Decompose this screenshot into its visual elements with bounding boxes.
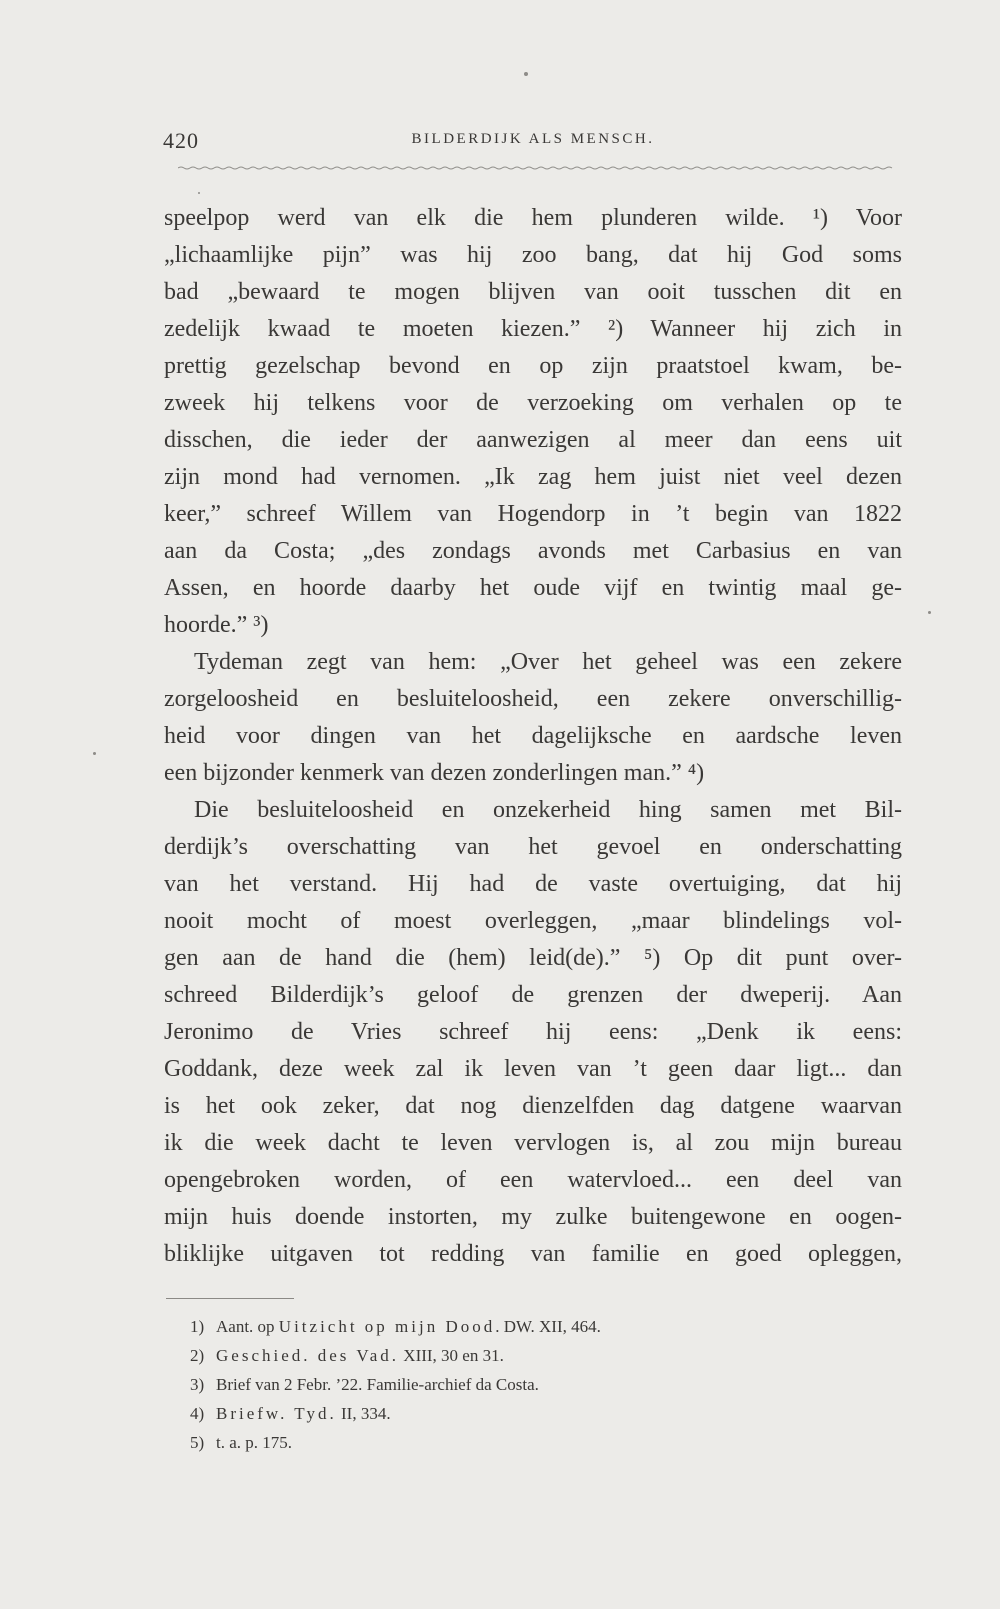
text-line: Jeronimo de Vries schreef hij eens: „Denk ik eens: — [164, 1019, 902, 1045]
text-line: opengebroken worden, of een watervloed... een deel van — [164, 1167, 902, 1193]
body-text — [164, 200, 902, 1273]
text-line: Goddank, deze week zal ik leven van ’t geen daar ligt... dan — [164, 1056, 902, 1082]
footnote-number: 4) — [190, 1404, 205, 1423]
text-line: hoorde.” ³) — [164, 612, 269, 638]
text-line: keer,” schreef Willem van Hogendorp in ’t begin van 1822 — [164, 501, 902, 527]
text-line: zorgeloosheid en besluiteloosheid, een zekere onverschillig- — [164, 686, 902, 712]
text-line: ik die week dacht te leven vervlogen is, al zou mijn bureau — [164, 1130, 902, 1156]
text-line: Assen, en hoorde daarby het oude vijf en twintig maal ge- — [164, 575, 902, 601]
text-line: bad „bewaard te mogen blijven van ooit tusschen dit en — [164, 279, 902, 305]
footnote-ref: XIII, 30 en 31. — [399, 1346, 504, 1365]
header-ornamental-rule — [178, 166, 894, 170]
footnote-ref: II, 334. — [336, 1404, 391, 1423]
footnote-number: 2) — [190, 1346, 205, 1365]
footnote — [190, 1312, 890, 1341]
text-line: derdijk’s overschatting van het gevoel en onderschatting — [164, 834, 902, 860]
paper-speck — [524, 72, 528, 76]
footnote — [190, 1428, 890, 1457]
footnote-ref: . DW. XII, 464. — [495, 1317, 601, 1336]
text-line: van het verstand. Hij had de vaste overtuiging, dat hij — [164, 871, 902, 897]
footnotes — [190, 1312, 890, 1457]
page-number: 420 — [163, 128, 199, 153]
footnote-title: Geschied. des Vad. — [216, 1346, 400, 1365]
text-line: „lichaamlijke pijn” was hij zoo bang, dat hij God soms — [164, 242, 902, 268]
footnote-title: Uitzicht op mijn Dood — [278, 1317, 496, 1336]
footnote-text: t. a. p. 175. — [216, 1433, 293, 1452]
text-line: gen aan de hand die (hem) leid(de).” ⁵) Op dit punt over- — [164, 945, 902, 971]
footnote-text: Aant. op — [216, 1317, 279, 1336]
paper-speck — [198, 192, 200, 194]
text-line: zijn mond had vernomen. „Ik zag hem juist niet veel dezen — [164, 464, 902, 490]
text-line: heid voor dingen van het dagelijksche en aardsche leven — [164, 723, 902, 749]
text-line: schreed Bilderdijk’s geloof de grenzen der dweperij. Aan — [164, 982, 902, 1008]
paper-speck — [93, 752, 96, 755]
text-line: nooit mocht of moest overleggen, „maar blindelings vol- — [164, 908, 902, 934]
footnote-number: 5) — [190, 1433, 205, 1452]
text-line: een bijzonder kenmerk van dezen zonderlingen man.” ⁴) — [164, 760, 705, 786]
text-line: bliklijke uitgaven tot redding van familie en goed opleggen, — [164, 1241, 902, 1267]
text-line: Tydeman zegt van hem: „Over het geheel was een zekere — [194, 649, 902, 675]
text-line: is het ook zeker, dat nog dienzelfden dag datgene waarvan — [164, 1093, 902, 1119]
footnote — [190, 1370, 890, 1399]
footnote-number: 3) — [190, 1375, 205, 1394]
footnote-title: Briefw. Tyd. — [216, 1404, 337, 1423]
text-line: mijn huis doende instorten, my zulke buitengewone en oogen- — [164, 1204, 902, 1230]
footnote — [190, 1399, 890, 1428]
text-line: prettig gezelschap bevond en op zijn praatstoel kwam, be- — [164, 353, 902, 379]
footnote — [190, 1341, 890, 1370]
footnote-number: 1) — [190, 1317, 205, 1336]
text-line: disschen, die ieder der aanwezigen al meer dan eens uit — [164, 427, 902, 453]
text-line: aan da Costa; „des zondags avonds met Carbasius en van — [164, 538, 902, 564]
page-header — [163, 128, 891, 158]
footnote-divider — [166, 1298, 294, 1299]
text-line: speelpop werd van elk die hem plunderen wilde. ¹) Voor — [164, 205, 902, 231]
text-line: zedelijk kwaad te moeten kiezen.” ²) Wanneer hij zich in — [164, 316, 902, 342]
text-line: Die besluiteloosheid en onzekerheid hing samen met Bil- — [194, 797, 902, 823]
running-title: BILDERDIJK ALS MENSCH. — [411, 131, 655, 147]
footnote-text: Brief van 2 Febr. ’22. Familie-archief da Costa. — [216, 1375, 539, 1394]
text-line: zweek hij telkens voor de verzoeking om verhalen op te — [164, 390, 902, 416]
paper-speck — [928, 611, 931, 614]
